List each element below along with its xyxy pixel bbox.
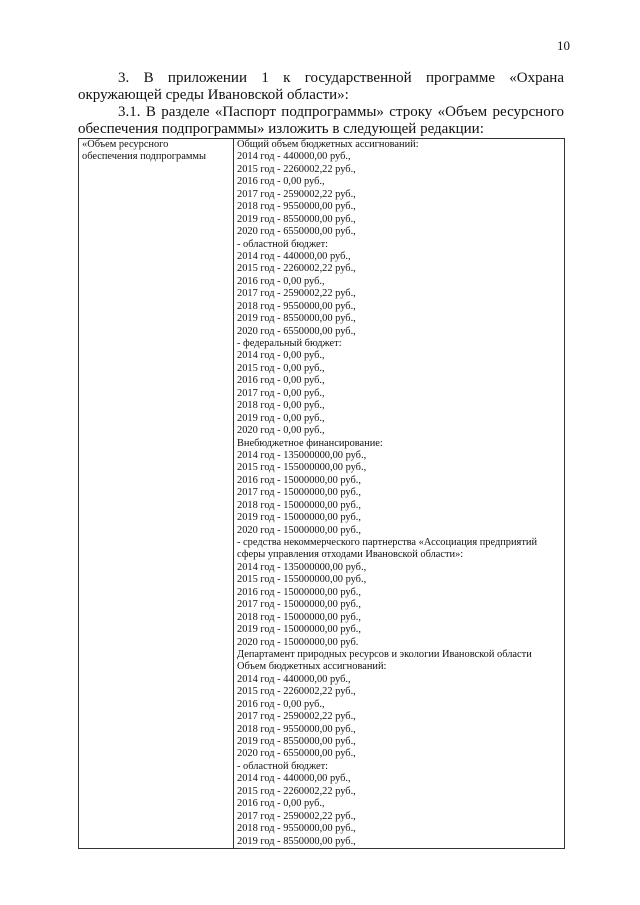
funding-line: 2020 год - 15000000,00 руб., [237,524,361,536]
funding-line: 2017 год - 2590002,22 руб., [237,188,356,200]
funding-line: Общий объем бюджетных ассигнований: [237,139,419,150]
funding-line: 2016 год - 0,00 руб., [237,698,325,710]
funding-line: 2014 год - 0,00 руб., [237,350,325,362]
paragraph-3-1 [78,104,564,138]
funding-line: 2015 год - 2260002,22 руб., [237,163,356,175]
funding-line: 2020 год - 6550000,00 руб., [237,325,356,337]
funding-line: сферы управления отходами Ивановской области»: [237,549,464,561]
funding-line: 2020 год - 0,00 руб., [237,425,325,437]
funding-line: Департамент природных ресурсов и экологии Ивановской области [237,648,532,660]
funding-line: 2014 год - 135000000,00 руб., [237,561,367,573]
funding-line: 2020 год - 6550000,00 руб., [237,748,356,760]
funding-line: 2016 год - 0,00 руб., [237,176,325,188]
funding-line: 2018 год - 9550000,00 руб., [237,300,356,312]
row-title-cell [79,139,234,849]
funding-line: 2019 год - 15000000,00 руб., [237,624,361,636]
funding-line: 2017 год - 2590002,22 руб., [237,711,356,723]
funding-line: 2015 год - 155000000,00 руб., [237,574,367,586]
paragraph-3 [78,70,564,104]
funding-line: 2018 год - 9550000,00 руб., [237,201,356,213]
funding-line: 2016 год - 15000000,00 руб., [237,586,361,598]
funding-line: 2019 год - 8550000,00 руб., [237,213,356,225]
paragraph-3-text: 3. В приложении 1 к государственной программе «Охрана окружающей среды Ивановской области»: [78,70,564,103]
funding-line: 2017 год - 2590002,22 руб., [237,288,356,300]
funding-line: 2014 год - 440000,00 руб., [237,151,351,163]
funding-line: 2017 год - 15000000,00 руб., [237,599,361,611]
funding-line: 2018 год - 15000000,00 руб., [237,499,361,511]
funding-line: 2017 год - 15000000,00 руб., [237,487,361,499]
page-number: 10 [557,38,570,53]
funding-line: 2019 год - 8550000,00 руб., [237,736,356,747]
funding-line: 2016 год - 0,00 руб., [237,375,325,387]
funding-line: 2016 год - 0,00 руб., [237,275,325,287]
funding-line: 2019 год - 0,00 руб., [237,412,325,424]
funding-line: Объем бюджетных ассигнований: [237,661,387,673]
funding-line: 2019 год - 15000000,00 руб., [237,512,361,524]
funding-line: 2015 год - 2260002,22 руб., [237,263,356,275]
funding-line: - областной бюджет: [237,760,329,772]
funding-line: 2017 год - 0,00 руб., [237,387,325,399]
row-title-line: «Объем ресурсного [82,139,169,150]
funding-line: 2019 год - 8550000,00 руб., [237,835,356,847]
funding-line: 2018 год - 9550000,00 руб., [237,723,356,735]
funding-line: 2015 год - 0,00 руб., [237,362,325,374]
funding-line: 2016 год - 0,00 руб., [237,798,325,810]
funding-line: 2017 год - 2590002,22 руб., [237,810,356,822]
row-value-cell [234,139,565,849]
funding-line: - федеральный бюджет: [237,338,342,349]
row-title-line: обеспечения подпрограммы [82,151,206,163]
table-row [79,139,565,849]
funding-line: Внебюджетное финансирование: [237,437,383,449]
funding-line: 2015 год - 2260002,22 руб., [237,686,356,698]
passport-table [78,138,565,849]
paragraph-3-1-text: 3.1. В разделе «Паспорт подпрограммы» строку «Объем ресурсного обеспечения подпрограммы» изложить в следующей редакции: [78,104,564,137]
funding-line: 2020 год - 15000000,00 руб. [237,636,359,648]
funding-line: 2015 год - 155000000,00 руб., [237,462,367,474]
funding-line: - областной бюджет: [237,238,329,250]
funding-line: 2016 год - 15000000,00 руб., [237,474,361,486]
funding-line: 2018 год - 15000000,00 руб., [237,611,361,623]
funding-line: 2014 год - 440000,00 руб., [237,250,351,262]
funding-line: - средства некоммерческого партнерства «Ассоциация предприятий [237,537,538,548]
funding-line: 2019 год - 8550000,00 руб., [237,313,356,325]
funding-line: 2018 год - 0,00 руб., [237,400,325,412]
funding-line: 2014 год - 440000,00 руб., [237,673,351,685]
funding-line: 2020 год - 6550000,00 руб., [237,226,356,238]
funding-line: 2014 год - 440000,00 руб., [237,773,351,785]
funding-line: 2014 год - 135000000,00 руб., [237,449,367,461]
funding-line: 2018 год - 9550000,00 руб., [237,823,356,835]
funding-line: 2015 год - 2260002,22 руб., [237,785,356,797]
